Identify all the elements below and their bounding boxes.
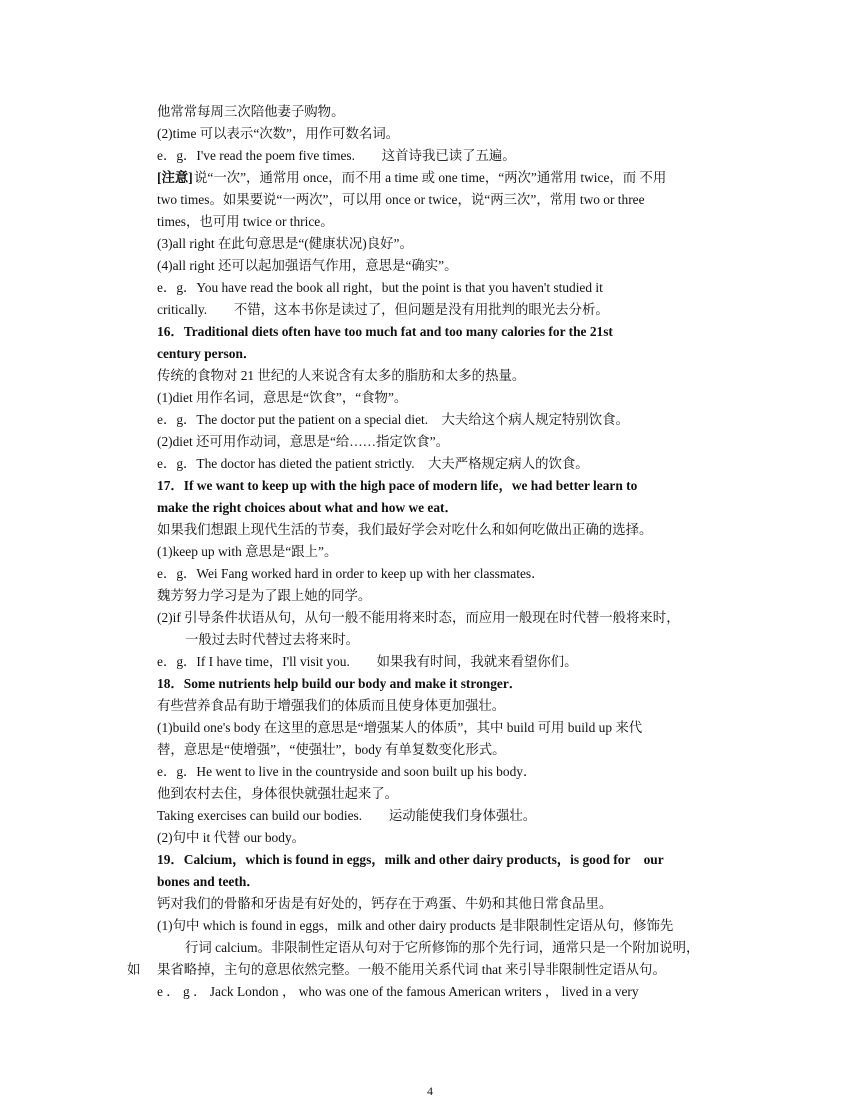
text-line: 钙对我们的骨骼和牙齿是有好处的，钙存在于鸡蛋、牛奶和其他日常食品里。 <box>157 896 613 911</box>
text-line: (1)build one's body 在这里的意思是“增强某人的体质”，其中 build 可用 build up 来代 <box>157 720 643 735</box>
text-line: (2)diet 还可用作动词，意思是“给……指定饮食”。 <box>157 434 449 449</box>
text-line: 传统的食物对 21 世纪的人来说含有太多的脂肪和太多的热量。 <box>157 368 526 383</box>
text-line: 果省略掉，主句的意思依然完整。一般不能用关系代词 that 来引导非限制性定语从句。 <box>157 962 666 977</box>
text-line: e．g．The doctor has dieted the patient strictly. 大夫严格规定病人的饮食。 <box>157 456 589 471</box>
bold-line: bones and teeth． <box>157 874 260 889</box>
text-line: 如果我们想跟上现代生活的节奏，我们最好学会对吃什么和如何吃做出正确的选择。 <box>157 522 653 537</box>
text-line: (1)句中 which is found in eggs，milk and other dairy products 是非限制性定语从句，修饰先 <box>157 918 674 933</box>
text-line: e．g．If I have time，I'll visit you. 如果我有时间，我就来看望你们。 <box>157 654 578 669</box>
text-line: 说“一次”，通常用 once，而不用 a time 或 one time，“两次”通常用 twice，而 不用 <box>194 170 667 185</box>
text-line: 他常常每周三次陪他妻子购物。 <box>157 104 345 119</box>
text-line: e．g．I've read the poem five times. 这首诗我已读了五遍。 <box>157 148 516 163</box>
text-line: 一般过去时代替过去将来时。 <box>185 632 360 647</box>
text-line: (1)diet 用作名词，意思是“饮食”，“食物”。 <box>157 390 408 405</box>
page-number: 4 <box>427 1084 433 1098</box>
text-line: e．g．He went to live in the countryside and soon built up his body． <box>157 764 537 779</box>
text-line: (2)句中 it 代替 our body。 <box>157 830 306 845</box>
text-line: e．g．You have read the book all right，but the point is that you haven't studied it <box>157 280 603 295</box>
text-line: 魏芳努力学习是为了跟上她的同学。 <box>157 588 372 603</box>
bold-line: [注意] <box>157 170 193 185</box>
bold-line: 19．Calcium，which is found in eggs，milk and other dairy products，is good for our <box>157 852 664 867</box>
text-line: e．g．The doctor put the patient on a special diet. 大夫给这个病人规定特别饮食。 <box>157 412 629 427</box>
text-line: 如 <box>127 962 141 977</box>
text-line: critically. 不错，这本书你是读过了，但问题是没有用批判的眼光去分析。 <box>157 302 609 317</box>
text-line: (3)all right 在此句意思是“(健康状况)良好”。 <box>157 236 413 251</box>
text-line: e．g．Wei Fang worked hard in order to keep up with her classmates． <box>157 566 545 581</box>
text-line: Taking exercises can build our bodies. 运动能使我们身体强壮。 <box>157 808 537 823</box>
bold-line: 17．If we want to keep up with the high pace of modern life，we had better learn to <box>157 478 638 493</box>
text-line: 他到农村去住，身体很快就强壮起来了。 <box>157 786 399 801</box>
text-line: e ． g ． Jack London ， who was one of the famous American writers ， lived in a very <box>157 984 639 999</box>
bold-line: 18．Some nutrients help build our body and make it stronger． <box>157 676 523 691</box>
text-line: 行词 calcium。非限制性定语从句对于它所修饰的那个先行词，通常只是一个附加说明， <box>185 940 700 955</box>
text-line: 有些营养食品有助于增强我们的体质而且使身体更加强壮。 <box>157 698 506 713</box>
bold-line: century person． <box>157 346 257 361</box>
text-line: (2)if 引导条件状语从句，从句一般不能用将来时态，而应用一般现在时代替一般将来时， <box>157 610 680 625</box>
text-line: times，也可用 twice or thrice。 <box>157 214 334 229</box>
text-line: (4)all right 还可以起加强语气作用，意思是“确实”。 <box>157 258 458 273</box>
text-line: (1)keep up with 意思是“跟上”。 <box>157 544 338 559</box>
text-line: (2)time 可以表示“次数”，用作可数名词。 <box>157 126 400 141</box>
text-line: 替，意思是“使增强”，“使强壮”，body 有单复数变化形式。 <box>157 742 506 757</box>
text-line: two times。如果要说“一两次”，可以用 once or twice，说“两三次”，常用 two or three <box>157 192 645 207</box>
bold-line: make the right choices about what and how we eat． <box>157 500 458 515</box>
bold-line: 16．Traditional diets often have too much fat and too many calories for the 21st <box>157 324 613 339</box>
